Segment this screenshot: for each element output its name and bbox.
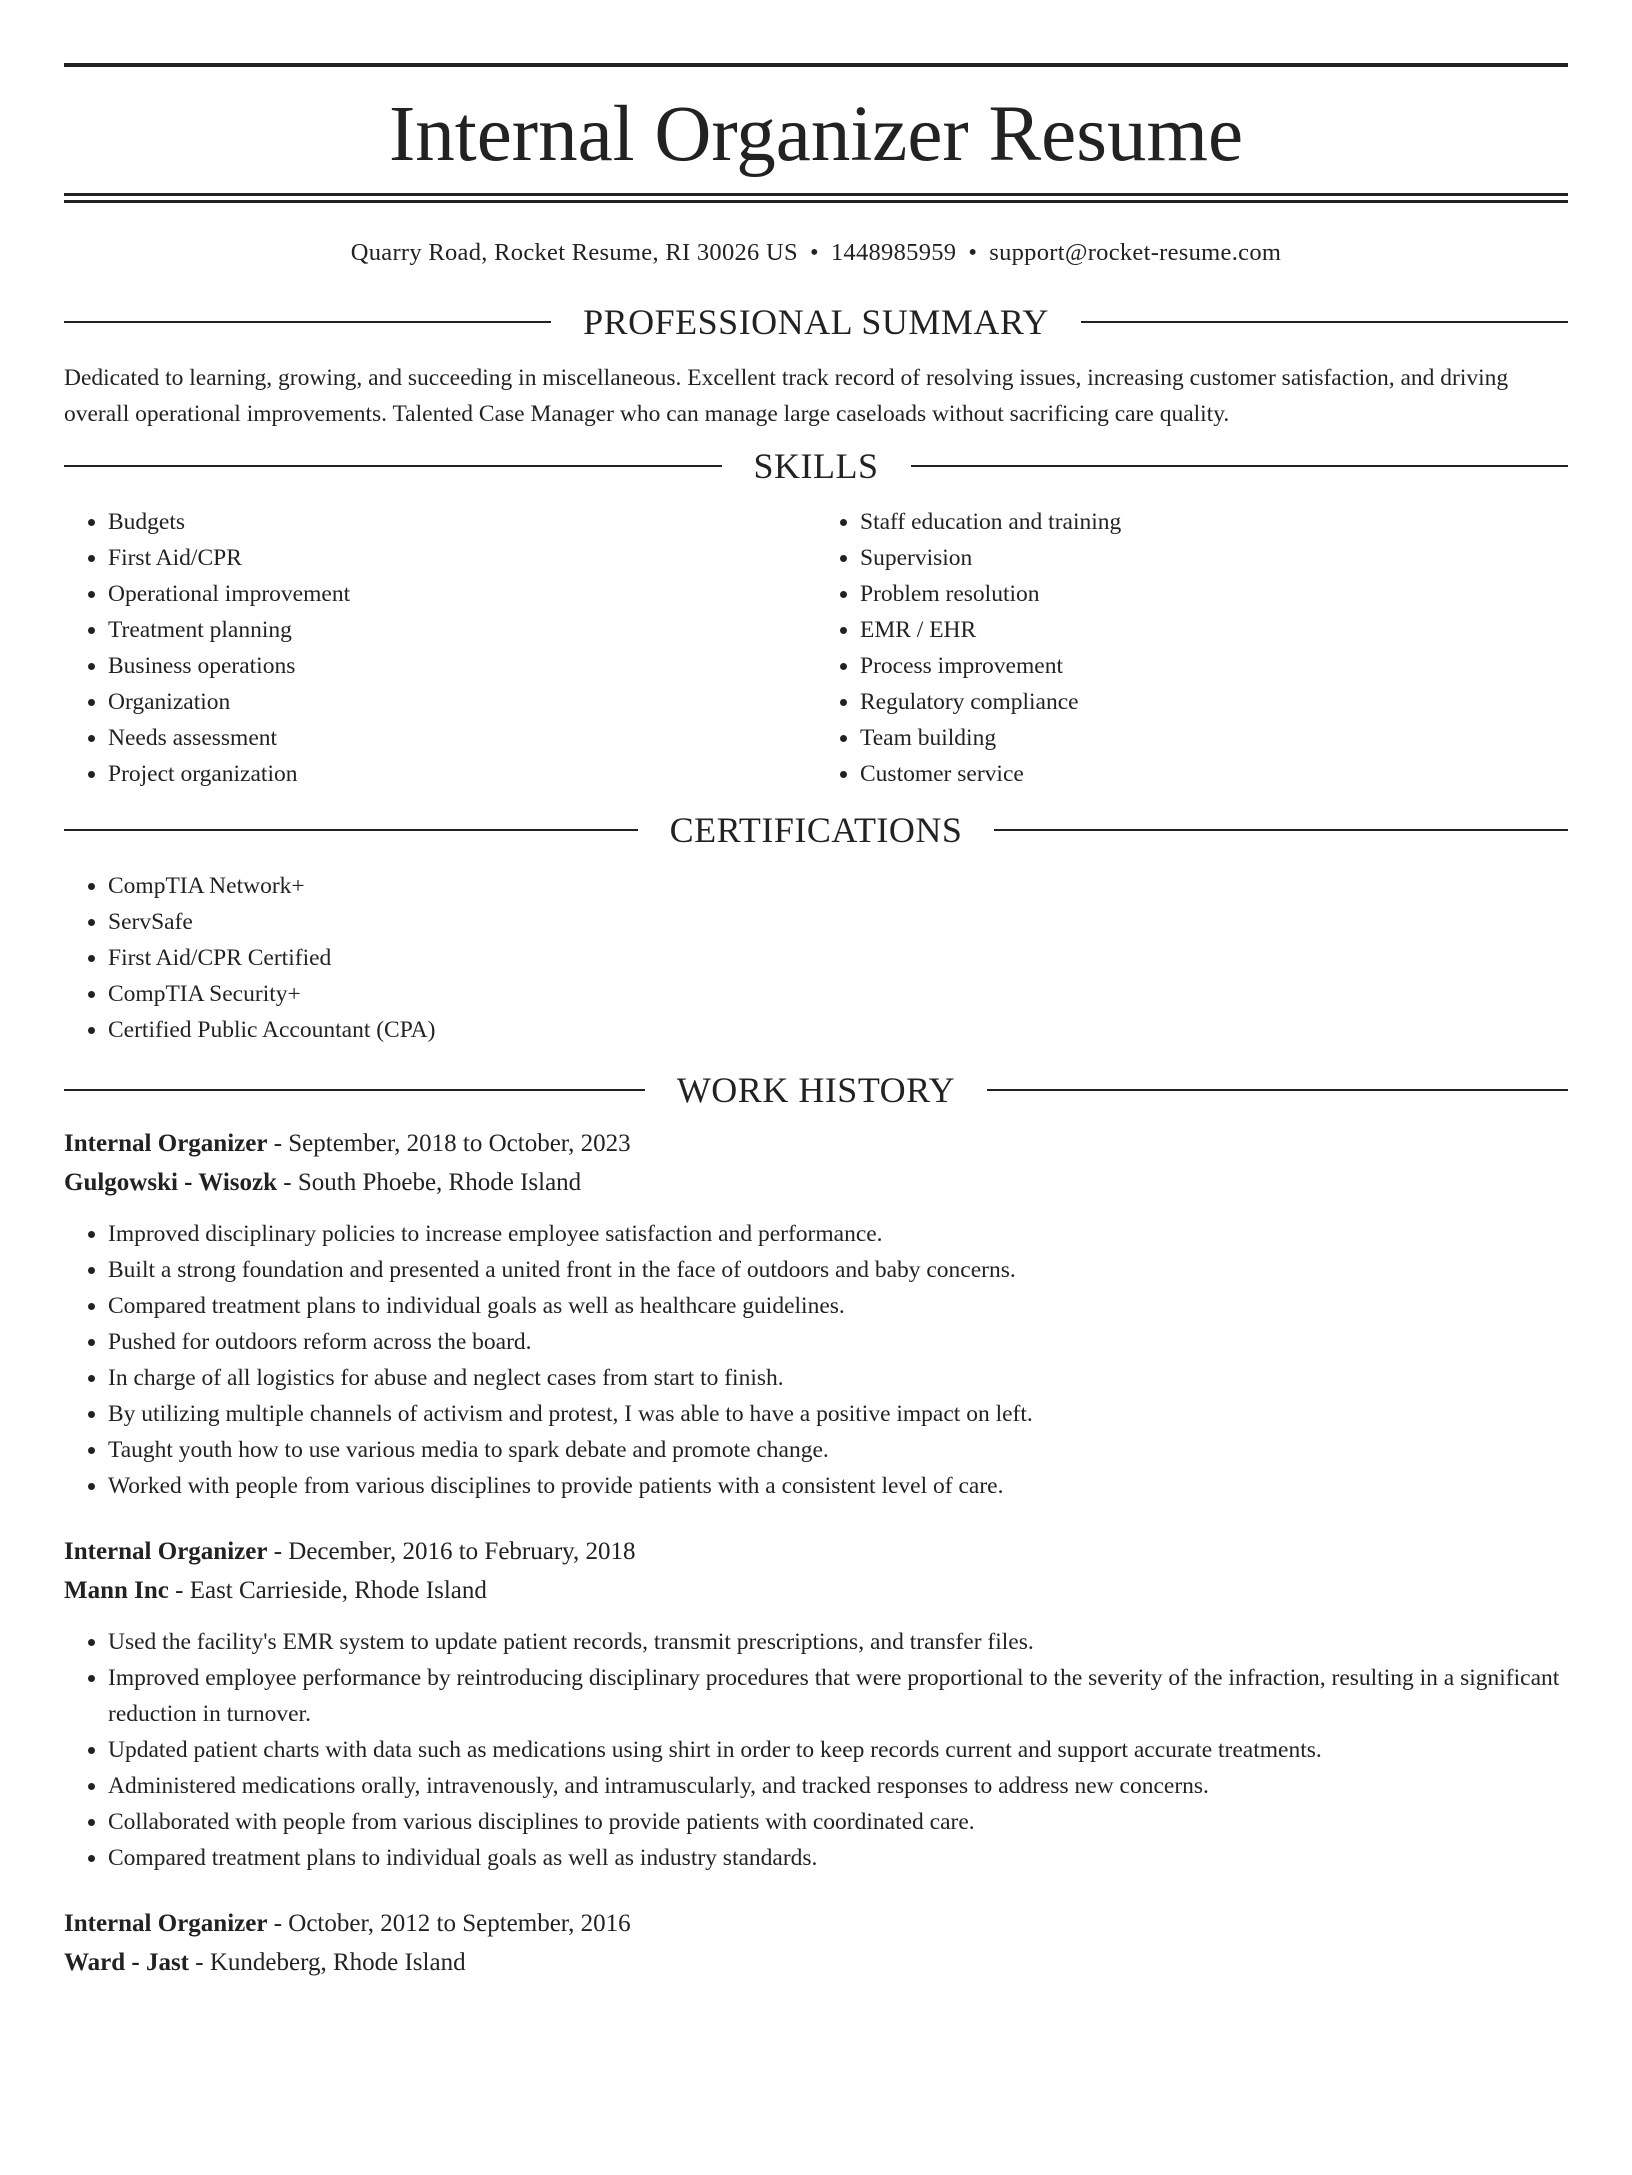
skill-item: • Project organization <box>108 756 816 792</box>
certification-item: • Certified Public Accountant (CPA) <box>108 1012 1568 1048</box>
skill-item: • First Aid/CPR <box>108 540 816 576</box>
skill-item: • EMR / EHR <box>860 612 1568 648</box>
skills-list-right <box>816 504 1568 792</box>
job-duty: • Compared treatment plans to individual goals as well as healthcare guidelines. <box>108 1288 1568 1324</box>
certification-item: • CompTIA Security+ <box>108 976 1568 1012</box>
job-duty: • Improved disciplinary policies to increase employee satisfaction and performance. <box>108 1216 1568 1252</box>
skill-item: • Customer service <box>860 756 1568 792</box>
job-title: Internal Organizer <box>64 1910 268 1937</box>
summary-text: Dedicated to learning, growing, and succeeding in miscellaneous. Excellent track record of resolving issues, increasing customer satisfaction, and driving overall operational improvements. Talented Case Manager who can manage large caseloads without sacrificing care quality. <box>64 365 1509 427</box>
job-duty: • Updated patient charts with data such as medications using shirt in order to keep records current and support accurate treatments. <box>108 1732 1568 1768</box>
resume-page <box>0 63 1632 2175</box>
job-title-line <box>64 1532 1568 1571</box>
contact-separator: • <box>809 239 819 266</box>
divider-line <box>64 829 638 831</box>
contact-phone: 1448985959 <box>830 239 957 266</box>
divider-line <box>1081 321 1568 323</box>
section-title-summary: PROFESSIONAL SUMMARY <box>583 302 1049 342</box>
job-dates: - December, 2016 to February, 2018 <box>267 1538 636 1565</box>
job-duty: • Worked with people from various disciplines to provide patients with a consistent level of care. <box>108 1468 1568 1504</box>
job-entry <box>64 1124 1568 1504</box>
skills-list-left <box>64 504 816 792</box>
skill-item: • Business operations <box>108 648 816 684</box>
job-duties-list <box>64 1624 1568 1876</box>
job-title-line <box>64 1124 1568 1163</box>
divider-line <box>64 1089 645 1091</box>
job-duty: • Collaborated with people from various disciplines to provide patients with coordinated care. <box>108 1804 1568 1840</box>
section-header-work-history <box>64 1068 1568 1112</box>
job-company: Gulgowski - Wisozk <box>64 1169 278 1196</box>
divider-line <box>994 829 1568 831</box>
contact-separator: • <box>968 239 978 266</box>
job-location: - East Carrieside, Rhode Island <box>168 1577 487 1604</box>
job-duty: • Taught youth how to use various media to spark debate and promote change. <box>108 1432 1568 1468</box>
certifications-list <box>64 868 1568 1048</box>
section-title-certifications: CERTIFICATIONS <box>669 810 963 850</box>
contact-address: Quarry Road, Rocket Resume, RI 30026 US <box>350 239 798 266</box>
divider-line <box>64 321 551 323</box>
skill-item: • Budgets <box>108 504 816 540</box>
job-location: - South Phoebe, Rhode Island <box>277 1169 582 1196</box>
job-company-line <box>64 1943 1568 1982</box>
divider-line <box>987 1089 1568 1091</box>
divider-line <box>64 465 722 467</box>
title-double-rule <box>64 193 1568 203</box>
job-dates: - October, 2012 to September, 2016 <box>267 1910 631 1937</box>
skill-item: • Staff education and training <box>860 504 1568 540</box>
section-header-certifications <box>64 808 1568 852</box>
certification-item: • ServSafe <box>108 904 1568 940</box>
resume-title: Internal Organizer Resume <box>388 91 1244 178</box>
job-location: - Kundeberg, Rhode Island <box>189 1949 466 1976</box>
skill-item: • Organization <box>108 684 816 720</box>
contact-email: support@rocket-resume.com <box>989 239 1282 266</box>
job-duty: • Compared treatment plans to individual goals as well as industry standards. <box>108 1840 1568 1876</box>
divider-line <box>911 465 1569 467</box>
skill-item: • Problem resolution <box>860 576 1568 612</box>
job-duty: • Built a strong foundation and presented a united front in the face of outdoors and baby concerns. <box>108 1252 1568 1288</box>
job-duty: • Improved employee performance by reintroducing disciplinary procedures that were proportional to the severity of the infraction, resulting in a significant reduction in turnover. <box>108 1660 1568 1732</box>
job-duty: • In charge of all logistics for abuse and neglect cases from start to finish. <box>108 1360 1568 1396</box>
job-dates: - September, 2018 to October, 2023 <box>267 1130 631 1157</box>
skill-item: • Regulatory compliance <box>860 684 1568 720</box>
job-company: Ward - Jast <box>64 1949 189 1976</box>
job-company-line <box>64 1571 1568 1610</box>
skill-item: • Process improvement <box>860 648 1568 684</box>
job-company: Mann Inc <box>64 1577 169 1604</box>
job-duties-list <box>64 1216 1568 1504</box>
job-title-line <box>64 1904 1568 1943</box>
job-duty: • Administered medications orally, intravenously, and intramuscularly, and tracked responses to address new concerns. <box>108 1768 1568 1804</box>
certification-item: • First Aid/CPR Certified <box>108 940 1568 976</box>
job-duty: • Used the facility's EMR system to update patient records, transmit prescriptions, and transfer files. <box>108 1624 1568 1660</box>
section-header-skills <box>64 444 1568 488</box>
job-entry <box>64 1532 1568 1876</box>
job-duty: • By utilizing multiple channels of activism and protest, I was able to have a positive impact on left. <box>108 1396 1568 1432</box>
job-company-line <box>64 1163 1568 1202</box>
section-header-summary <box>64 300 1568 344</box>
section-title-work-history: WORK HISTORY <box>676 1070 956 1110</box>
skill-item: • Treatment planning <box>108 612 816 648</box>
contact-line <box>64 236 1568 270</box>
certification-item: • CompTIA Network+ <box>108 868 1568 904</box>
job-title: Internal Organizer <box>64 1130 268 1157</box>
section-title-skills: SKILLS <box>753 446 879 486</box>
skill-item: • Supervision <box>860 540 1568 576</box>
skill-item: • Needs assessment <box>108 720 816 756</box>
job-entry <box>64 1904 1568 1982</box>
job-title: Internal Organizer <box>64 1538 268 1565</box>
job-duty: • Pushed for outdoors reform across the board. <box>108 1324 1568 1360</box>
skill-item: • Operational improvement <box>108 576 816 612</box>
skill-item: • Team building <box>860 720 1568 756</box>
skills-grid <box>64 504 1568 792</box>
